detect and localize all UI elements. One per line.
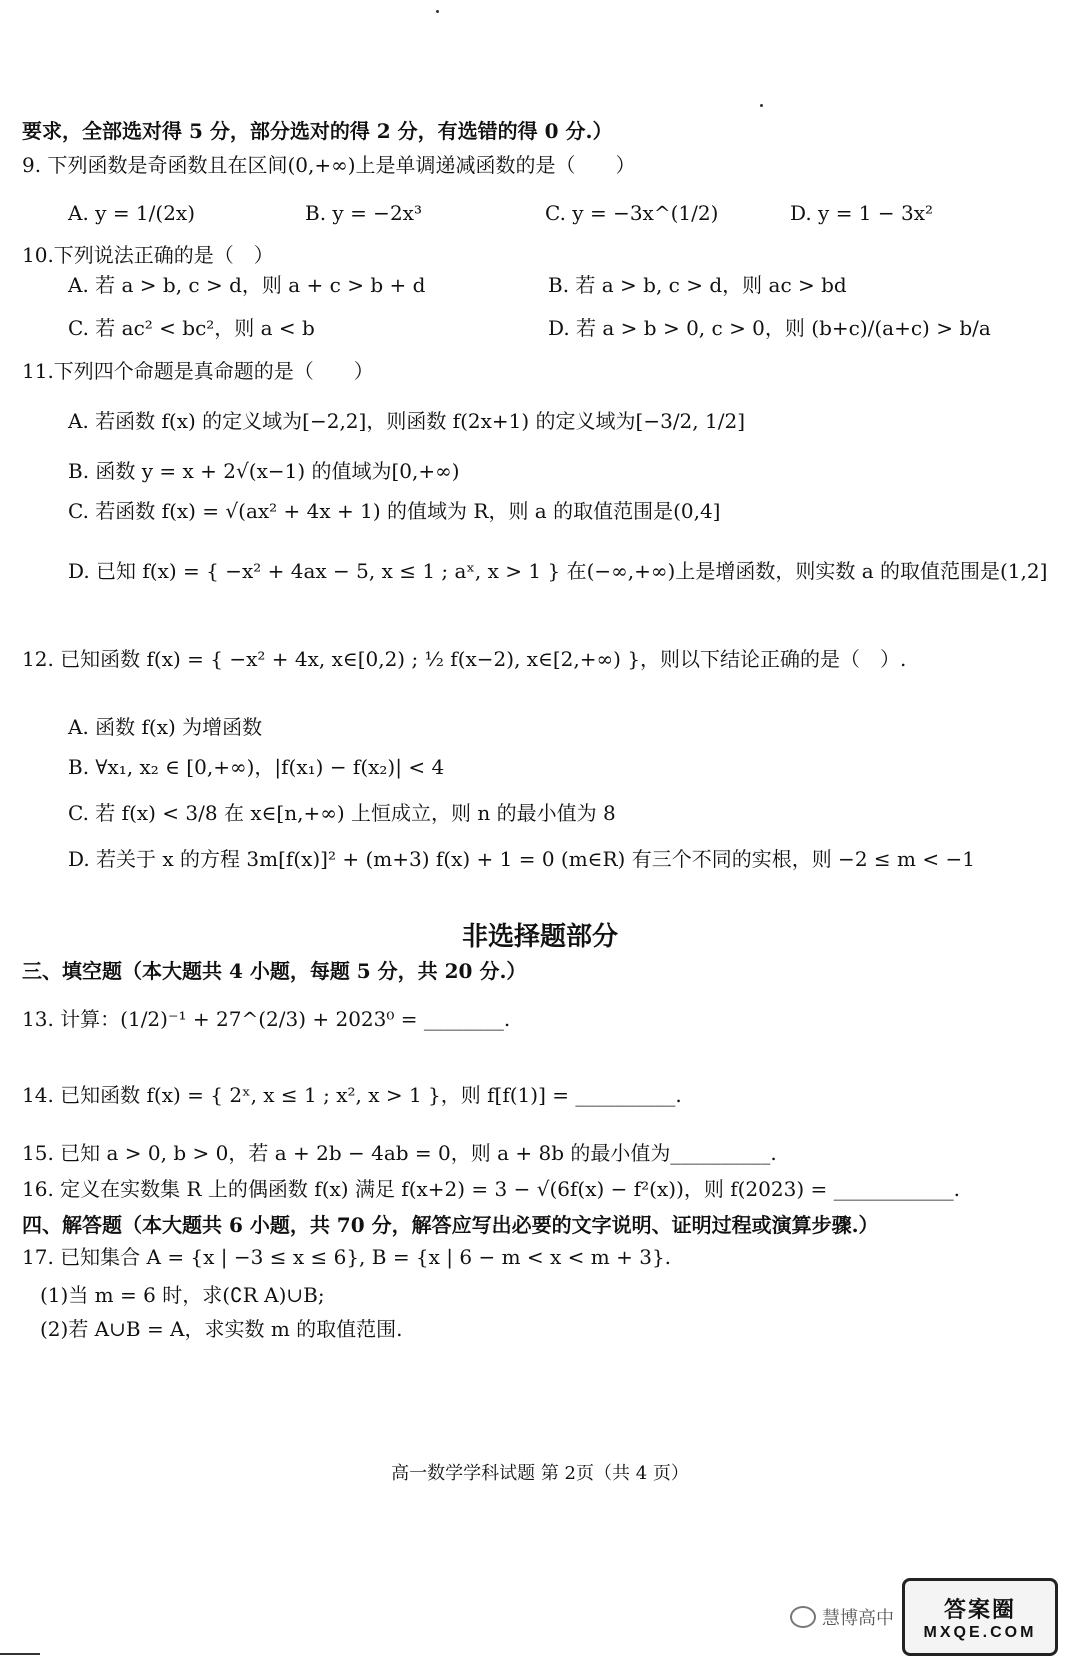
part3-heading: 三、填空题（本大题共 4 小题，每题 5 分，共 20 分.） bbox=[22, 959, 527, 983]
q10-option-a: A. 若 a > b, c > d，则 a + c > b + d bbox=[68, 273, 426, 297]
q9-option-b: B. y = −2x³ bbox=[305, 201, 422, 225]
q10-stem: 10.下列说法正确的是（ ） bbox=[22, 243, 274, 267]
q14: 14. 已知函数 f(x) = { 2ˣ, x ≤ 1 ; x², x > 1 }，则 f[f(1)] = __________. bbox=[22, 1083, 682, 1107]
intro-text: 要求，全部选对得 5 分，部分选对的得 2 分，有选错的得 0 分.） bbox=[22, 119, 613, 143]
page-footer: 高一数学学科试题 第 2页（共 4 页） bbox=[391, 1463, 689, 1484]
watermark bbox=[790, 1582, 1058, 1652]
site-logo-bottom: MXQE.COM bbox=[923, 1623, 1037, 1641]
watermark-source-text: 慧博高中 bbox=[822, 1608, 894, 1629]
q9-option-d: D. y = 1 − 3x² bbox=[790, 201, 934, 225]
q12-option-d: D. 若关于 x 的方程 3m[f(x)]² + (m+3) f(x) + 1 = 0 (m∈R) 有三个不同的实根，则 −2 ≤ m < −1 bbox=[68, 847, 975, 871]
q11-option-c: C. 若函数 f(x) = √(ax² + 4x + 1) 的值域为 R，则 a 的取值范围是(0,4] bbox=[68, 499, 721, 523]
scan-speck bbox=[436, 10, 439, 13]
q10-option-b: B. 若 a > b, c > d，则 ac > bd bbox=[548, 273, 847, 297]
q15: 15. 已知 a > 0, b > 0，若 a + 2b − 4ab = 0，则 a + 8b 的最小值为__________. bbox=[22, 1141, 777, 1165]
q12-stem: 12. 已知函数 f(x) = { −x² + 4x, x∈[0,2) ; ½ f(x−2), x∈[2,+∞) }，则以下结论正确的是（ ）. bbox=[22, 647, 907, 671]
q11-stem: 11.下列四个命题是真命题的是（ ） bbox=[22, 359, 374, 383]
q10-row-1 bbox=[0, 272, 1080, 300]
part4-heading: 四、解答题（本大题共 6 小题，共 70 分，解答应写出必要的文字说明、证明过程或演算步骤.） bbox=[22, 1213, 879, 1237]
q9-options bbox=[0, 200, 1080, 230]
q16: 16. 定义在实数集 R 上的偶函数 f(x) 满足 f(x+2) = 3 − √(6f(x) − f²(x))，则 f(2023) = ____________. bbox=[22, 1177, 960, 1201]
q10-option-c: C. 若 ac² < bc²，则 a < b bbox=[68, 316, 315, 340]
site-logo bbox=[902, 1578, 1058, 1656]
q11-option-d: D. 已知 f(x) = { −x² + 4ax − 5, x ≤ 1 ; aˣ, x > 1 } 在(−∞,+∞)上是增函数，则实数 a 的取值范围是(1,2] bbox=[68, 559, 1048, 583]
q12-option-c: C. 若 f(x) < 3/8 在 x∈[n,+∞) 上恒成立，则 n 的最小值为 8 bbox=[68, 801, 616, 825]
q10-option-d: D. 若 a > b > 0, c > 0，则 (b+c)/(a+c) > b/a bbox=[548, 316, 991, 340]
page-edge-mark bbox=[0, 1653, 40, 1655]
q17-part-2: (2)若 A∪B = A，求实数 m 的取值范围. bbox=[40, 1317, 403, 1341]
q12-option-a: A. 函数 f(x) 为增函数 bbox=[68, 715, 263, 739]
section-title: 非选择题部分 bbox=[461, 922, 618, 952]
scan-speck bbox=[760, 104, 763, 107]
site-logo-top: 答案圈 bbox=[943, 1596, 1016, 1623]
q11-option-a: A. 若函数 f(x) 的定义域为[−2,2]，则函数 f(2x+1) 的定义域为[−3/2, 1/2] bbox=[68, 409, 745, 433]
wechat-icon bbox=[790, 1606, 816, 1628]
q9-option-c: C. y = −3x^(1/2) bbox=[545, 201, 719, 225]
q9-option-a: A. y = 1/(2x) bbox=[68, 201, 196, 225]
q10-row-2 bbox=[0, 315, 1080, 343]
q17-stem: 17. 已知集合 A = {x | −3 ≤ x ≤ 6}, B = {x | 6 − m < x < m + 3}. bbox=[22, 1245, 672, 1269]
q17-part-1: (1)当 m = 6 时，求(∁R A)∪B; bbox=[40, 1283, 325, 1307]
watermark-source bbox=[790, 1604, 894, 1630]
q9-stem: 9. 下列函数是奇函数且在区间(0,+∞)上是单调递减函数的是（ ） bbox=[22, 153, 636, 177]
q12-option-b: B. ∀x₁, x₂ ∈ [0,+∞)，|f(x₁) − f(x₂)| < 4 bbox=[68, 755, 445, 779]
q11-option-b: B. 函数 y = x + 2√(x−1) 的值域为[0,+∞) bbox=[68, 459, 460, 483]
q13: 13. 计算：(1/2)⁻¹ + 27^(2/3) + 2023⁰ = ________. bbox=[22, 1007, 511, 1031]
